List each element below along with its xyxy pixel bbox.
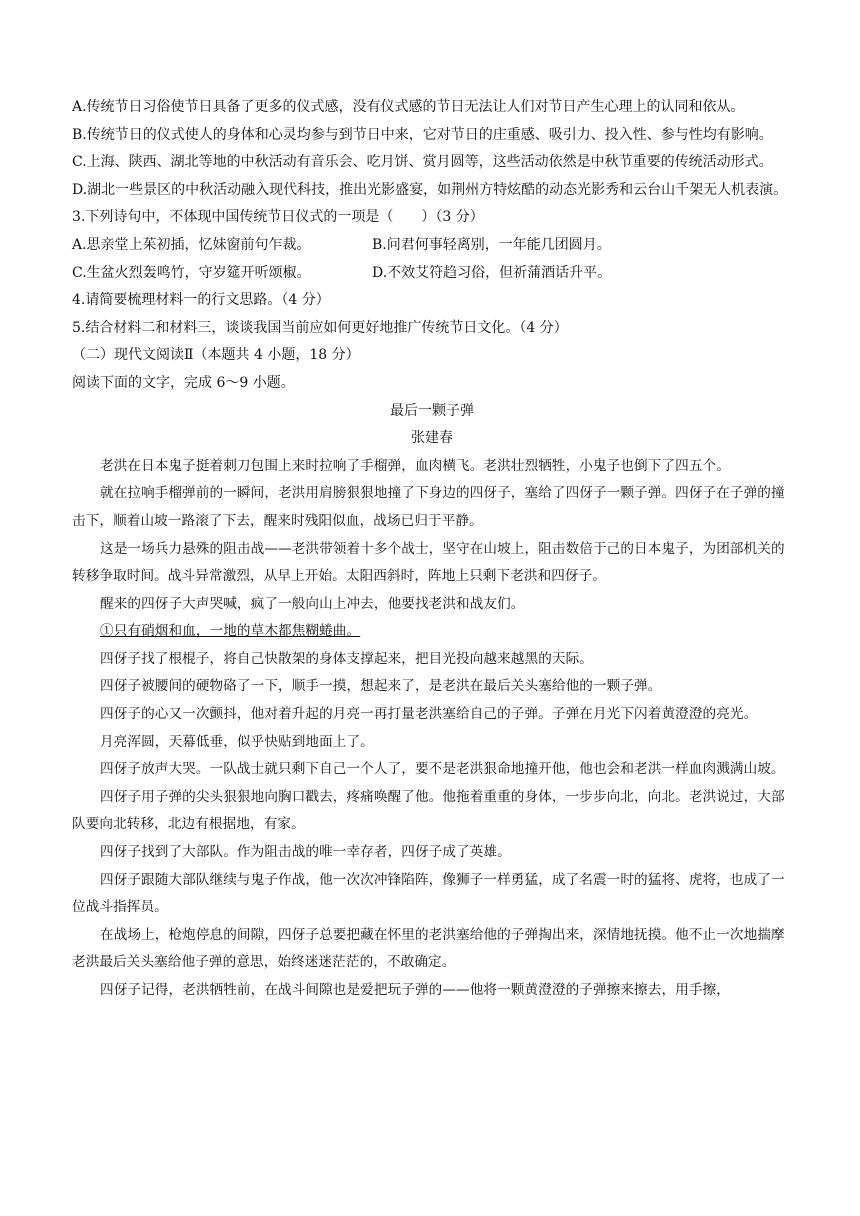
q2-option-c: C.上海、陕西、湖北等地的中秋活动有音乐会、吃月饼、赏月圆等，这些活动依然是中秋节重要的传统活动形式。 [72, 154, 773, 171]
q2-option-b: B.传统节日的仪式使人的身体和心灵均参与到节日中来，它对节日的庄重感、吸引力、投入性、参与性均有影响。 [72, 126, 773, 143]
story-paragraph: 这是一场兵力悬殊的阻击战——老洪带领着十多个战士，坚守在山坡上，阻击数倍于己的日本鬼子，为团部机关的转移争取时间。战斗异常激烈，从早上开始。太阳西斜时，阵地上只剩下老洪和四伢子。 [72, 540, 785, 585]
section-heading: （二）现代文阅读Ⅱ（本题共 4 小题，18 分） [72, 347, 360, 364]
story-paragraph: 四伢子放声大哭。一队战士就只剩下自己一个人了，要不是老洪狠命地撞开他，他也会和老洪一样血肉溅满山坡。 [100, 761, 785, 778]
story-author: 张建春 [411, 430, 453, 447]
q4-stem: 4.请简要梳理材料一的行文思路。（4 分） [72, 292, 330, 309]
q3-option-a: A.思亲堂上茱初插，忆妹窗前句乍裁。 [72, 236, 311, 253]
q3-options-row-2 [72, 260, 792, 288]
q3-stem: 3.下列诗句中，不体现中国传统节日仪式的一项是（ ）（3 分） [72, 209, 484, 226]
story-title: 最后一颗子弹 [390, 402, 474, 419]
reading-instructions: 阅读下面的文字，完成 6～9 小题。 [72, 374, 295, 391]
q3-option-b: B.问君何事轻离别，一年能几团圆月。 [372, 236, 611, 253]
story-paragraph: 四伢子被腰间的硬物硌了一下，顺手一摸，想起来了，是老洪在最后关头塞给他的一颗子弹。 [100, 678, 662, 695]
story-paragraph: 四伢子找到了大部队。作为阻击战的唯一幸存者，四伢子成了英雄。 [100, 844, 511, 861]
story-paragraph: 醒来的四伢子大声哭喊，疯了一般向山上冲去，他要找老洪和战友们。 [100, 595, 525, 612]
story-paragraph: 四伢子跟随大部队继续与鬼子作战，他一次次冲锋陷阵，像狮子一样勇猛，成了名震一时的猛将、虎将，也成了一位战斗指挥员。 [72, 871, 785, 916]
q2-option-a: A.传统节日习俗使节日具备了更多的仪式感，没有仪式感的节日无法让人们对节日产生心理上的认同和依从。 [72, 99, 745, 115]
story-paragraph: 四伢子的心又一次颤抖，他对着升起的月亮一再打量老洪塞给自己的子弹。子弹在月光下闪着黄澄澄的亮光。 [100, 706, 758, 723]
story-paragraph: 四伢子用子弹的尖头狠狠地向胸口戳去，疼痛唤醒了他。他拖着重重的身体，一步步向北，向北。老洪说过，大部队要向北转移，北边有根据地，有家。 [72, 788, 785, 833]
q3-options-row-1 [72, 232, 792, 260]
story-paragraph: 就在拉响手榴弹前的一瞬间，老洪用肩膀狠狠地撞了下身边的四伢子，塞给了四伢子一颗子弹。四伢子在子弹的撞击下，顺着山坡一路滚了下去，醒来时残阳似血，战场已归于平静。 [72, 485, 785, 529]
q3-option-d: D.不效艾符趋习俗，但祈蒲酒话升平。 [372, 264, 612, 281]
story-paragraph: 老洪在日本鬼子挺着刺刀包围上来时拉响了手榴弹，血肉横飞。老洪壮烈牺牲，小鬼子也倒下了四五个。 [100, 457, 730, 474]
q3-option-c: C.生盆火烈轰鸣竹，守岁筵开听颂椒。 [72, 264, 311, 281]
q5-stem: 5.结合材料二和材料三，谈谈我国当前应如何更好地推广传统节日文化。（4 分） [72, 319, 568, 336]
story-paragraph-underlined [72, 618, 792, 646]
story-paragraph: 四伢子记得，老洪牺牲前，在战斗间隙也是爱把玩子弹的——他将一颗黄澄澄的子弹擦来擦去，用手擦， [100, 982, 730, 998]
q2-option-d: D.湖北一些景区的中秋活动融入现代科技，推出光影盛宴，如荆州方特炫酷的动态光影秀和云台山千架无人机表演。 [72, 181, 788, 198]
story-paragraph: 月亮浑圆，天幕低垂，似乎快贴到地面上了。 [100, 733, 374, 750]
underlined-sentence-1: ①只有硝烟和血，一地的草木都焦糊蜷曲。 [100, 623, 361, 640]
story-paragraph: 在战场上，枪炮停息的间隙，四伢子总要把藏在怀里的老洪塞给他的子弹掏出来，深情地抚摸。他不止一次地揣摩老洪最后关头塞给他子弹的意思，始终迷迷茫茫的，不敢确定。 [72, 926, 785, 971]
story-paragraph: 四伢子找了根棍子，将自己快散架的身体支撑起来，把目光投向越来越黑的天际。 [100, 650, 593, 667]
